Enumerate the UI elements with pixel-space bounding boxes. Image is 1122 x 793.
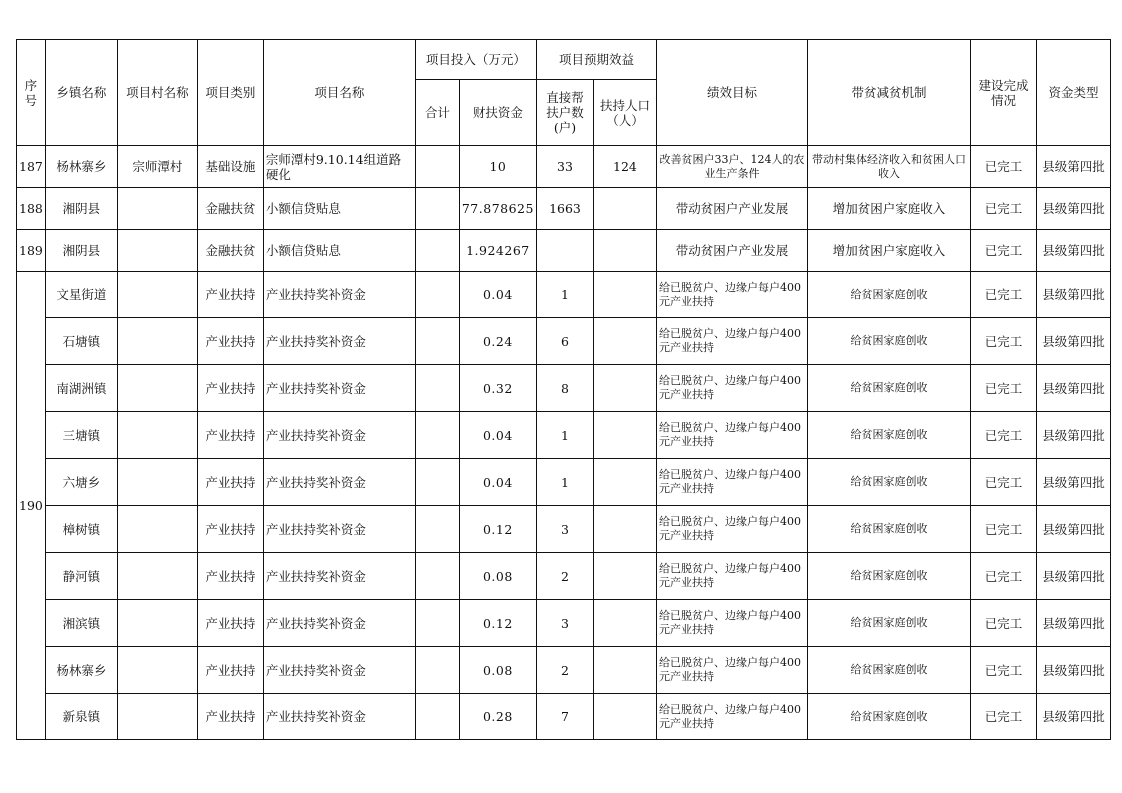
cell-fund: 0.04 [459, 459, 536, 506]
header-investment-total: 合计 [415, 80, 459, 146]
cell-project-name: 产业扶持奖补资金 [263, 459, 415, 506]
table-row [17, 459, 1111, 506]
cell-fund-type: 县级第四批 [1036, 318, 1110, 365]
cell-project-name: 产业扶持奖补资金 [263, 506, 415, 553]
cell-village [117, 272, 197, 318]
header-investment-fund: 财扶资金 [459, 80, 536, 146]
cell-town: 杨林寨乡 [45, 647, 117, 694]
cell-project-name: 产业扶持奖补资金 [263, 553, 415, 600]
cell-project-name: 产业扶持奖补资金 [263, 600, 415, 647]
cell-fund-type: 县级第四批 [1036, 600, 1110, 647]
cell-village [117, 647, 197, 694]
cell-category: 产业扶持 [197, 412, 263, 459]
cell-goal: 给已脱贫户、边缘户每户400元产业扶持 [656, 412, 807, 459]
cell-status: 已完工 [970, 365, 1036, 412]
cell-status: 已完工 [970, 553, 1036, 600]
cell-population [593, 647, 656, 694]
header-fund-type: 资金类型 [1036, 40, 1110, 146]
cell-total [415, 694, 459, 740]
cell-population [593, 553, 656, 600]
cell-fund: 0.12 [459, 600, 536, 647]
cell-category: 产业扶持 [197, 506, 263, 553]
cell-households: 2 [536, 553, 593, 600]
cell-households: 1 [536, 272, 593, 318]
cell-goal: 改善贫困户33户、124人的农业生产条件 [656, 146, 807, 188]
cell-category: 金融扶贫 [197, 188, 263, 230]
cell-fund-type: 县级第四批 [1036, 459, 1110, 506]
cell-goal: 给已脱贫户、边缘户每户400元产业扶持 [656, 459, 807, 506]
header-village: 项目村名称 [117, 40, 197, 146]
project-table [16, 39, 1111, 740]
cell-fund-type: 县级第四批 [1036, 647, 1110, 694]
cell-seq: 189 [17, 230, 46, 272]
cell-village [117, 459, 197, 506]
cell-households: 3 [536, 506, 593, 553]
cell-project-name: 产业扶持奖补资金 [263, 647, 415, 694]
cell-total [415, 647, 459, 694]
cell-mechanism: 给贫困家庭创收 [807, 459, 970, 506]
cell-total [415, 146, 459, 188]
cell-category: 基础设施 [197, 146, 263, 188]
cell-mechanism: 给贫困家庭创收 [807, 412, 970, 459]
cell-mechanism: 增加贫困户家庭收入 [807, 230, 970, 272]
table-row [17, 506, 1111, 553]
table-row [17, 230, 1111, 272]
cell-fund: 0.32 [459, 365, 536, 412]
cell-population [593, 188, 656, 230]
cell-project-name: 产业扶持奖补资金 [263, 412, 415, 459]
header-investment: 项目投入（万元） [415, 40, 536, 80]
cell-project-name: 小额信贷贴息 [263, 230, 415, 272]
cell-status: 已完工 [970, 272, 1036, 318]
cell-fund-type: 县级第四批 [1036, 412, 1110, 459]
cell-households: 7 [536, 694, 593, 740]
header-benefit-households: 直接帮 扶户数 (户) [536, 80, 593, 146]
cell-town: 三塘镇 [45, 412, 117, 459]
cell-fund: 1.924267 [459, 230, 536, 272]
table-row [17, 694, 1111, 740]
header-goal: 绩效目标 [656, 40, 807, 146]
cell-fund-type: 县级第四批 [1036, 506, 1110, 553]
cell-population [593, 318, 656, 365]
cell-fund: 0.04 [459, 272, 536, 318]
cell-fund: 0.28 [459, 694, 536, 740]
cell-category: 产业扶持 [197, 318, 263, 365]
cell-project-name: 小额信贷贴息 [263, 188, 415, 230]
cell-mechanism: 给贫困家庭创收 [807, 272, 970, 318]
cell-households: 1 [536, 412, 593, 459]
cell-category: 产业扶持 [197, 647, 263, 694]
cell-goal: 给已脱贫户、边缘户每户400元产业扶持 [656, 647, 807, 694]
cell-project-name: 宗师潭村9.10.14组道路硬化 [263, 146, 415, 188]
cell-population [593, 230, 656, 272]
cell-category: 产业扶持 [197, 600, 263, 647]
cell-fund: 77.878625 [459, 188, 536, 230]
cell-fund: 0.08 [459, 553, 536, 600]
cell-status: 已完工 [970, 694, 1036, 740]
cell-goal: 给已脱贫户、边缘户每户400元产业扶持 [656, 506, 807, 553]
cell-town: 湘阴县 [45, 230, 117, 272]
cell-goal: 给已脱贫户、边缘户每户400元产业扶持 [656, 553, 807, 600]
cell-total [415, 230, 459, 272]
header-mechanism: 带贫减贫机制 [807, 40, 970, 146]
cell-mechanism: 给贫困家庭创收 [807, 600, 970, 647]
cell-village [117, 230, 197, 272]
cell-mechanism: 带动村集体经济收入和贫困人口收入 [807, 146, 970, 188]
cell-fund-type: 县级第四批 [1036, 694, 1110, 740]
cell-village [117, 553, 197, 600]
cell-households: 8 [536, 365, 593, 412]
cell-project-name: 产业扶持奖补资金 [263, 694, 415, 740]
cell-mechanism: 给贫困家庭创收 [807, 694, 970, 740]
cell-fund-type: 县级第四批 [1036, 553, 1110, 600]
cell-category: 产业扶持 [197, 365, 263, 412]
cell-status: 已完工 [970, 318, 1036, 365]
cell-status: 已完工 [970, 188, 1036, 230]
cell-project-name: 产业扶持奖补资金 [263, 318, 415, 365]
cell-village [117, 694, 197, 740]
cell-goal: 给已脱贫户、边缘户每户400元产业扶持 [656, 272, 807, 318]
cell-mechanism: 给贫困家庭创收 [807, 365, 970, 412]
cell-status: 已完工 [970, 647, 1036, 694]
cell-status: 已完工 [970, 230, 1036, 272]
cell-category: 产业扶持 [197, 272, 263, 318]
cell-seq: 187 [17, 146, 46, 188]
cell-households: 6 [536, 318, 593, 365]
cell-population: 124 [593, 146, 656, 188]
cell-town: 新泉镇 [45, 694, 117, 740]
cell-status: 已完工 [970, 600, 1036, 647]
table-row [17, 365, 1111, 412]
header-benefit-population: 扶持人口 （人） [593, 80, 656, 146]
cell-town: 樟树镇 [45, 506, 117, 553]
cell-population [593, 600, 656, 647]
cell-fund: 10 [459, 146, 536, 188]
cell-households: 1 [536, 459, 593, 506]
cell-fund-type: 县级第四批 [1036, 146, 1110, 188]
cell-goal: 给已脱贫户、边缘户每户400元产业扶持 [656, 694, 807, 740]
header-status: 建设完成 情况 [970, 40, 1036, 146]
cell-town: 湘滨镇 [45, 600, 117, 647]
cell-status: 已完工 [970, 412, 1036, 459]
cell-town: 杨林寨乡 [45, 146, 117, 188]
cell-town: 静河镇 [45, 553, 117, 600]
cell-village [117, 365, 197, 412]
cell-village [117, 600, 197, 647]
cell-households: 1663 [536, 188, 593, 230]
table-row [17, 600, 1111, 647]
cell-fund: 0.12 [459, 506, 536, 553]
cell-town: 文星街道 [45, 272, 117, 318]
cell-total [415, 365, 459, 412]
cell-total [415, 553, 459, 600]
cell-village [117, 506, 197, 553]
cell-seq: 188 [17, 188, 46, 230]
cell-fund-type: 县级第四批 [1036, 365, 1110, 412]
cell-mechanism: 给贫困家庭创收 [807, 506, 970, 553]
cell-town: 六塘乡 [45, 459, 117, 506]
cell-households: 33 [536, 146, 593, 188]
cell-goal: 带动贫困户产业发展 [656, 188, 807, 230]
cell-fund: 0.24 [459, 318, 536, 365]
cell-village [117, 188, 197, 230]
cell-fund-type: 县级第四批 [1036, 230, 1110, 272]
header-project-name: 项目名称 [263, 40, 415, 146]
cell-goal: 带动贫困户产业发展 [656, 230, 807, 272]
cell-population [593, 272, 656, 318]
cell-town: 湘阴县 [45, 188, 117, 230]
table-row [17, 272, 1111, 318]
cell-category: 产业扶持 [197, 694, 263, 740]
cell-population [593, 459, 656, 506]
cell-project-name: 产业扶持奖补资金 [263, 365, 415, 412]
cell-fund: 0.04 [459, 412, 536, 459]
cell-mechanism: 给贫困家庭创收 [807, 553, 970, 600]
cell-households: 3 [536, 600, 593, 647]
table-row [17, 412, 1111, 459]
cell-total [415, 188, 459, 230]
cell-total [415, 412, 459, 459]
cell-mechanism: 增加贫困户家庭收入 [807, 188, 970, 230]
cell-total [415, 600, 459, 647]
cell-fund: 0.08 [459, 647, 536, 694]
header-seq: 序 号 [17, 40, 46, 146]
cell-category: 产业扶持 [197, 553, 263, 600]
cell-mechanism: 给贫困家庭创收 [807, 647, 970, 694]
table-row [17, 647, 1111, 694]
cell-total [415, 318, 459, 365]
cell-town: 石塘镇 [45, 318, 117, 365]
cell-households: 2 [536, 647, 593, 694]
cell-goal: 给已脱贫户、边缘户每户400元产业扶持 [656, 365, 807, 412]
cell-seq: 190 [17, 272, 46, 740]
cell-category: 产业扶持 [197, 459, 263, 506]
cell-goal: 给已脱贫户、边缘户每户400元产业扶持 [656, 600, 807, 647]
table-row [17, 188, 1111, 230]
cell-total [415, 272, 459, 318]
header-benefit: 项目预期效益 [536, 40, 656, 80]
cell-population [593, 365, 656, 412]
cell-population [593, 412, 656, 459]
cell-village [117, 412, 197, 459]
cell-goal: 给已脱贫户、边缘户每户400元产业扶持 [656, 318, 807, 365]
cell-village [117, 318, 197, 365]
header-town: 乡镇名称 [45, 40, 117, 146]
cell-fund-type: 县级第四批 [1036, 188, 1110, 230]
cell-town: 南湖洲镇 [45, 365, 117, 412]
cell-households [536, 230, 593, 272]
cell-fund-type: 县级第四批 [1036, 272, 1110, 318]
cell-category: 金融扶贫 [197, 230, 263, 272]
cell-status: 已完工 [970, 146, 1036, 188]
cell-project-name: 产业扶持奖补资金 [263, 272, 415, 318]
table-row [17, 146, 1111, 188]
cell-total [415, 506, 459, 553]
table-row [17, 553, 1111, 600]
header-category: 项目类别 [197, 40, 263, 146]
cell-mechanism: 给贫困家庭创收 [807, 318, 970, 365]
cell-status: 已完工 [970, 459, 1036, 506]
cell-population [593, 506, 656, 553]
cell-total [415, 459, 459, 506]
cell-population [593, 694, 656, 740]
cell-village: 宗师潭村 [117, 146, 197, 188]
table-row [17, 318, 1111, 365]
cell-status: 已完工 [970, 506, 1036, 553]
